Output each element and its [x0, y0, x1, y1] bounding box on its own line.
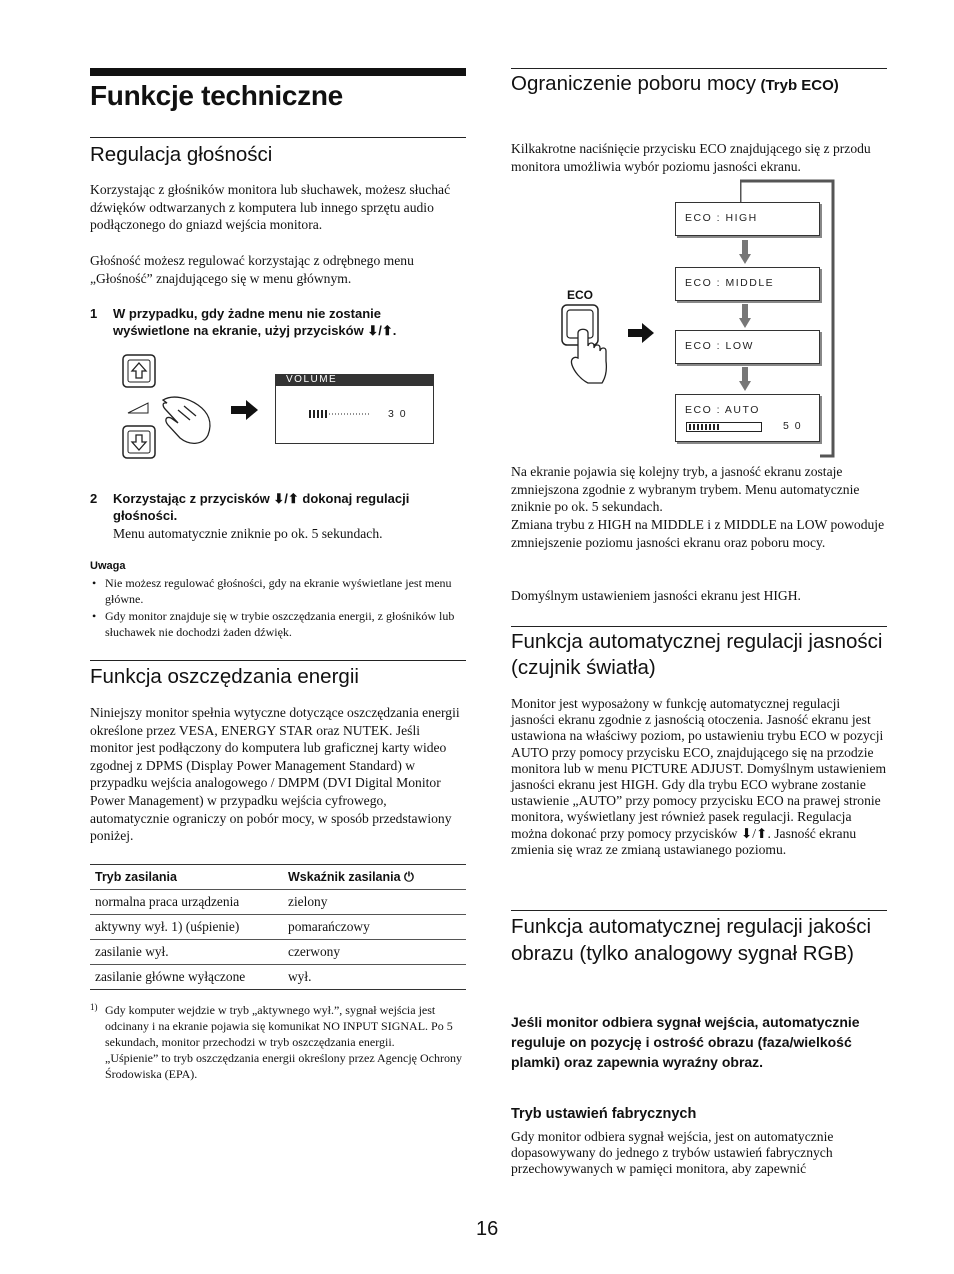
- eco-paragraph-1: Kilkakrotne naciśnięcie przycisku ECO znajdującego się z przodu monitora umożliwia wybór poziomu jasności ekranu.: [511, 141, 871, 174]
- table-row: [90, 890, 466, 915]
- eco-button-label: ECO: [567, 288, 594, 302]
- eco-paragraph-2: Na ekranie pojawia się kolejny tryb, a jasność ekranu zostaje zmniejszona zgodnie z wybranym trybem. Menu automatycznie zniknie po ok. 5 sekundach.: [511, 464, 860, 515]
- eco-mode-label: ECO : LOW: [685, 340, 754, 352]
- table-cell: zasilanie główne wyłączone: [90, 965, 283, 990]
- eco-mode-high: [675, 202, 820, 236]
- step-1-number: 1: [90, 306, 98, 321]
- step-2-subtext: Menu automatycznie zniknie po ok. 5 sekundach.: [113, 526, 383, 541]
- volume-osd-title: VOLUME: [286, 374, 338, 385]
- note-title: Uwaga: [90, 560, 126, 572]
- table-header: Wskaźnik zasilania ⏻: [283, 865, 466, 890]
- auto-brightness-heading: Funkcja automatycznej regulacji jasności (czujnik światła): [511, 630, 883, 679]
- section-rule: [90, 137, 466, 138]
- section-rule: [511, 68, 887, 69]
- eco-mode-label: ECO : MIDDLE: [685, 277, 775, 289]
- down-arrow-icon: [739, 240, 751, 264]
- volume-osd-value: 3 0: [388, 408, 408, 420]
- table-row: [90, 915, 466, 940]
- energy-heading: Funkcja oszczędzania energii: [90, 665, 359, 688]
- note-text: Nie możesz regulować głośności, gdy na ekranie wyświetlane jest menu główne.: [105, 576, 452, 606]
- note-item: [90, 575, 466, 607]
- eco-auto-value: 5 0: [783, 420, 803, 432]
- footnote-text-1: Gdy komputer wejdzie w tryb „aktywnego wył.”, sygnał wejścia jest odcinany i na ekranie pojawia się komunikat NO INPUT SIGNAL. Po 5 sekundach, monitor przechodzi w tryb oszczędzania energii.: [105, 1003, 453, 1049]
- power-table-wrap: [90, 864, 466, 990]
- eco-mode-low: [675, 330, 820, 364]
- step-2-text: Korzystając z przycisków ⬇/⬆ dokonaj regulacji głośności.: [113, 491, 410, 523]
- section-rule: [90, 660, 466, 661]
- footnote-text-2: „Uśpienie” to tryb oszczędzania energii określony przez Agencję Ochrony Środowiska (EPA).: [105, 1051, 462, 1081]
- title-rule: [90, 68, 466, 76]
- energy-paragraph: Niniejszy monitor spełnia wytyczne dotyczące oszczędzania energii określone przez VESA, ENERGY STAR oraz NUTEK. Jeśli monitor jest podłączony do komputera lub graficznej karty wideo zgodnej z DPMS (Display Power Management Standard) w przypadku wejścia analogowego / DMPM (DVI Digital Monitor Power Management) w przypadku wejścia cyfrowego, automatycznie ograniczy on pobór mocy, w sposób przedstawiony poniżej.: [90, 705, 460, 844]
- table-cell: aktywny wył. 1) (uśpienie): [90, 915, 283, 940]
- hand-icon: [163, 397, 210, 443]
- note-item: [90, 608, 466, 640]
- section-rule: [511, 626, 887, 627]
- eco-paragraph-3: Zmiana trybu z HIGH na MIDDLE i z MIDDLE na LOW powoduje zmniejszenie poziomu jasności ekranu oraz poboru mocy.: [511, 517, 885, 550]
- eco-mode-auto: [675, 394, 820, 442]
- table-cell: pomarańczowy: [283, 915, 466, 940]
- eco-mode-label: ECO : HIGH: [685, 212, 758, 224]
- step-2-number: 2: [90, 491, 98, 506]
- table-header-row: [90, 865, 466, 890]
- right-arrow-icon: [231, 400, 258, 420]
- bullet-icon: •: [92, 576, 97, 590]
- right-arrow-icon: [628, 323, 654, 343]
- table-row: [90, 940, 466, 965]
- table-cell: zasilanie wył.: [90, 940, 283, 965]
- eco-mode-middle: [675, 267, 820, 301]
- note-list: [90, 575, 466, 640]
- table-cell: zielony: [283, 890, 466, 915]
- bullet-icon: •: [92, 609, 97, 623]
- volume-paragraph-2: Głośność możesz regulować korzystając z odrębnego menu „Głośność” znajdującego się w menu głównym.: [90, 253, 414, 286]
- table-header: Tryb zasilania: [90, 865, 283, 890]
- auto-quality-paragraph: Gdy monitor odbiera sygnał wejścia, jest on automatycznie dopasowywany do jednego z trybów ustawień fabrycznych przechowywanych w pamięci monitora, aby zapewnić: [511, 1129, 834, 1177]
- down-arrow-icon: [739, 304, 751, 328]
- eco-button-illustration: [560, 303, 680, 388]
- factory-settings-subheading: Tryb ustawień fabrycznych: [511, 1106, 697, 1122]
- volume-heading: Regulacja głośności: [90, 143, 273, 166]
- eco-auto-level-bar: [686, 422, 762, 432]
- page-number: 16: [476, 1218, 499, 1240]
- section-rule: [511, 910, 887, 911]
- footnote: [90, 1002, 466, 1082]
- volume-osd: [275, 374, 434, 444]
- down-button-icon: [123, 426, 155, 458]
- auto-brightness-paragraph: Monitor jest wyposażony w funkcję automatycznej regulacji jasności ekranu zgodnie z jasnością otoczenia. Jasność ekranu jest ustawiona na właściwy poziom, po ustawieniu trybu ECO w pozycji AUTO przy pomocy przycisku ECO, znajdującego się na przodzie monitora lub w menu PICTURE ADJUST. Domyślnym ustawieniem jasności ekranu jest HIGH. Gdy dla trybu ECO wybrane zostanie ustawienie „AUTO” przy pomocy przycisku ECO na prawej stronie monitora, wyświetlany jest również pasek regulacji. Regulacja można dokonać przy pomocy przycisków ⬇/⬆. Jasność ekranu zmienia się wraz ze zmianą ustawianego poziomu.: [511, 696, 887, 857]
- auto-quality-bold-paragraph: Jeśli monitor odbiera sygnał wejścia, automatycznie reguluje on pozycję i ostrość obrazu (faza/wielkość plamki) oraz zapewnia wyraźny obraz.: [511, 1014, 860, 1070]
- table-cell: wył.: [283, 965, 466, 990]
- down-arrow-icon: [739, 367, 751, 391]
- eco-heading: [511, 72, 887, 98]
- eco-mode-label: ECO : AUTO: [685, 404, 760, 416]
- eco-paragraph-4: Domyślnym ustawieniem jasności ekranu jest HIGH.: [511, 588, 801, 603]
- note-text: Gdy monitor znajduje się w trybie oszczędzania energii, z głośników lub słuchawek nie dochodzi żaden dźwięk.: [105, 609, 455, 639]
- table-row: [90, 965, 466, 990]
- volume-paragraph-1: Korzystając z głośników monitora lub słuchawek, możesz słuchać dźwięków odtwarzanych z komputera lub innego sprzętu audio podłączonego do gniazd wejścia monitora.: [90, 182, 451, 233]
- volume-osd-level-bar: [309, 409, 371, 419]
- step-1-text: W przypadku, gdy żadne menu nie zostanie wyświetlone na ekranie, użyj przycisków ⬇/⬆.: [113, 306, 397, 338]
- eco-heading-main: Ograniczenie poboru mocy: [511, 72, 756, 95]
- footnote-mark: 1): [90, 1002, 98, 1012]
- volume-ramp-icon: [128, 403, 148, 413]
- page-title: Funkcje techniczne: [90, 80, 343, 111]
- power-table: [90, 864, 466, 990]
- table-cell: normalna praca urządzenia: [90, 890, 283, 915]
- eco-heading-small: (Tryb ECO): [760, 77, 839, 94]
- auto-quality-heading: Funkcja automatycznej regulacji jakości obrazu (tylko analogowy sygnał RGB): [511, 915, 872, 965]
- table-cell: czerwony: [283, 940, 466, 965]
- up-button-icon: [123, 355, 155, 387]
